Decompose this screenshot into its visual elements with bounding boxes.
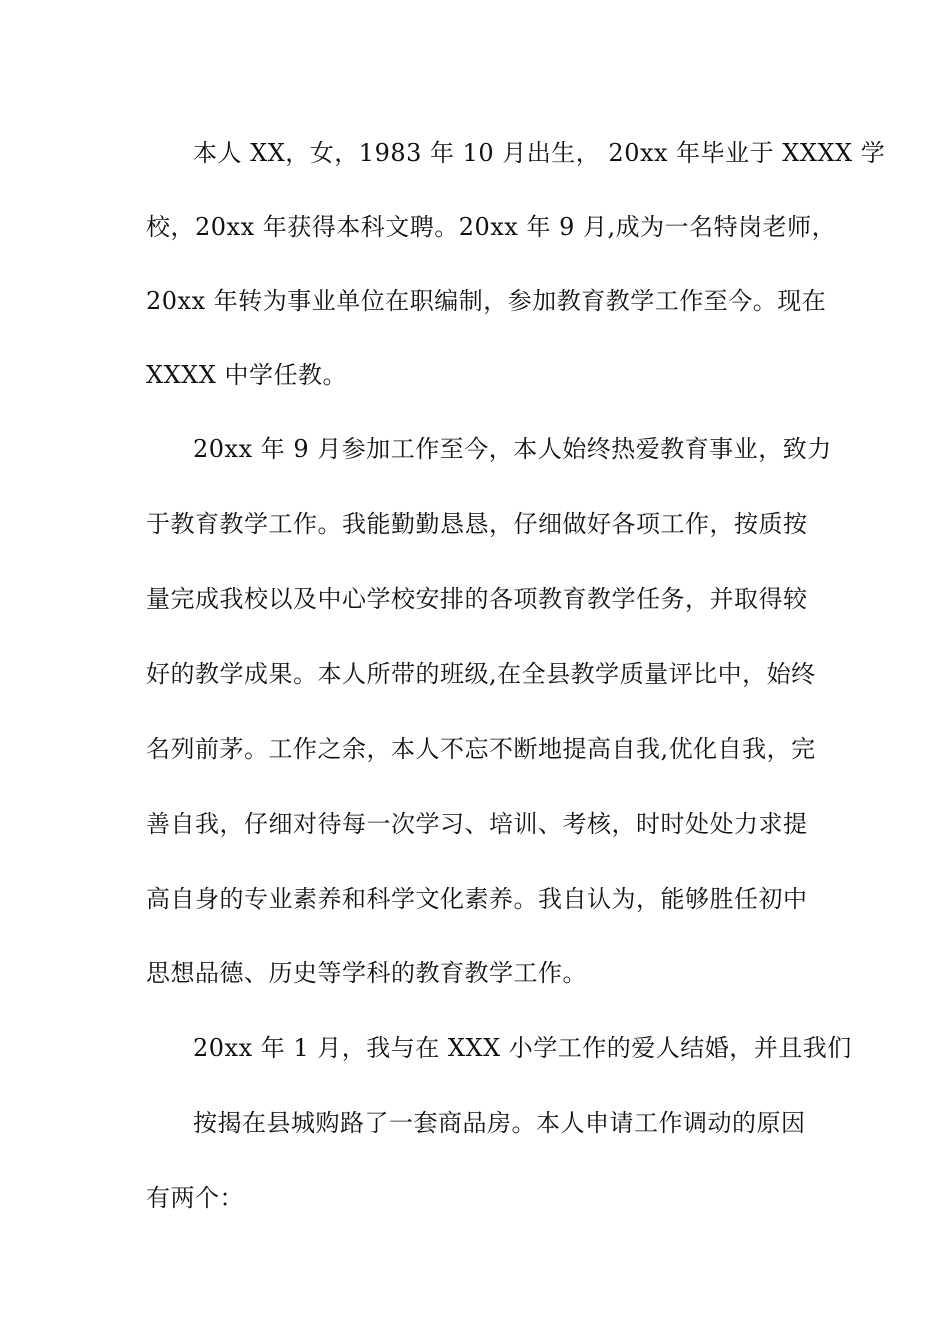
paragraph-1-line-3: 20xx 年转为事业单位在职编制，参加教育教学工作至今。现在 — [146, 287, 827, 315]
paragraph-3-line-2: 按揭在县城购路了一套商品房。本人申请工作调动的原因 — [193, 1109, 806, 1137]
paragraph-1-line-4: XXXX 中学任教。 — [146, 361, 347, 389]
paragraph-2-line-2: 于教育教学工作。我能勤勤恳恳，仔细做好各项工作，按质按 — [146, 510, 808, 538]
paragraph-2-line-6: 善自我，仔细对待每一次学习、培训、考核，时时处处力求提 — [146, 810, 808, 838]
paragraph-2-line-1: 20xx 年 9 月参加工作至今，本人始终热爱教育事业，致力 — [193, 435, 832, 463]
paragraph-1-line-1: 本人 XX，女，1983 年 10 月出生， 20xx 年毕业于 XXXX 学 — [193, 139, 886, 167]
paragraph-2-line-7: 高自身的专业素养和科学文化素养。我自认为，能够胜任初中 — [146, 885, 808, 913]
paragraph-3-line-1: 20xx 年 1 月，我与在 XXX 小学工作的爱人结婚，并且我们 — [193, 1034, 852, 1062]
paragraph-2-line-8: 思想品德、历史等学科的教育教学工作。 — [146, 959, 587, 987]
paragraph-3-line-3: 有两个： — [146, 1184, 244, 1212]
paragraph-2-line-3: 量完成我校以及中心学校安排的各项教育教学任务，并取得较 — [146, 585, 808, 613]
paragraph-1-line-2: 校，20xx 年获得本科文聘。20xx 年 9 月,成为一名特岗老师， — [146, 213, 837, 241]
paragraph-2-line-5: 名列前茅。工作之余，本人不忘不断地提高自我,优化自我，完 — [146, 735, 816, 763]
paragraph-2-line-4: 好的教学成果。本人所带的班级,在全县教学质量评比中，始终 — [146, 660, 816, 688]
